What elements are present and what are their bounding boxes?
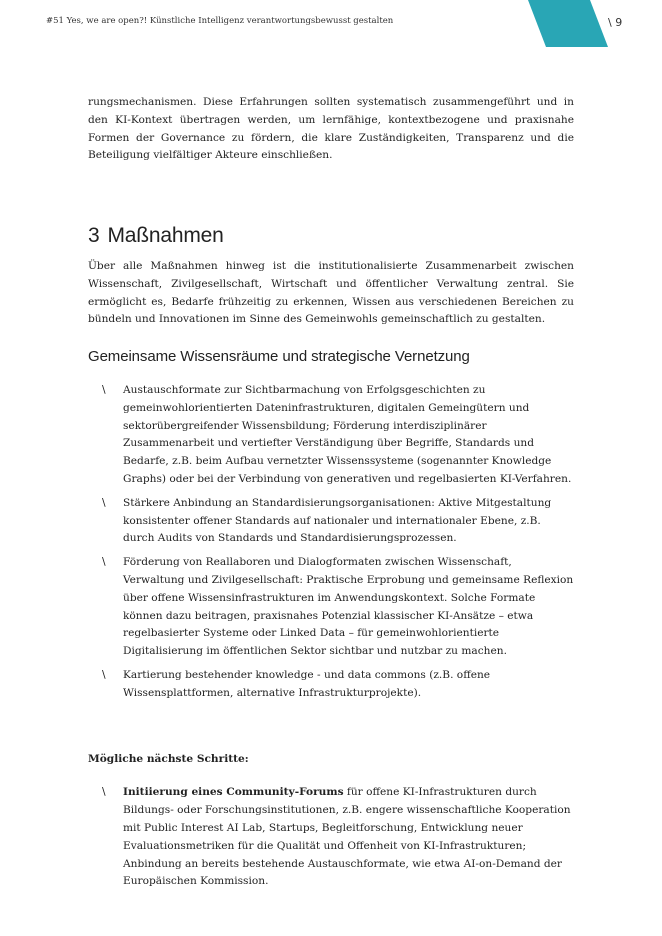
section-heading	[88, 224, 574, 248]
page-number: \ 9	[608, 16, 623, 29]
list-item-text: Kartierung bestehender knowledge - und data commons (z.B. offene Wissensplattformen, alternative Infrastrukturprojekte).	[123, 668, 491, 699]
next-step-bold-lead: Initiierung eines Community-Forums	[123, 786, 344, 799]
intro-paragraph: rungsmechanismen. Diese Erfahrungen sollten systematisch zusammengeführt und in den KI-Kontext übertragen werden, um lernfähige, kontextbezogene und praxisnahe Formen der Governance zu fördern, die klare Zuständigkeiten, Transparenz und die Beteiligung vielfältiger Akteure einschließen.	[88, 96, 574, 162]
list-item-text: Förderung von Reallaboren und Dialogformaten zwischen Wissenschaft, Verwaltung und Zivilgesellschaft: Praktische Erprobung und gemeinsame Reflexion über offene Wissensinfrastrukturen im Anwendungskontext. Solche Formate können dazu beitragen, praxisnahes Potenzial klassischer KI-Ansätze – etwa regelbasierter Systeme oder Linked Data – für gemeinwohlorientierte Digitalisierung im öffentlichen Sektor sichtbar und nutzbar zu machen.	[123, 556, 574, 658]
bullet-marker: \	[102, 383, 106, 396]
list-item	[88, 382, 574, 489]
section-lead-paragraph: Über alle Maßnahmen hinweg ist die institutionalisierte Zusammenarbeit zwischen Wissenschaft, Zivilgesellschaft, Wirtschaft und öffentlicher Verwaltung zentral. Sie ermöglicht es, Bedarfe frühzeitig zu erkennen, Wissen aus verschiedenen Bereichen zu bündeln und Innovationen im Sinne des Gemeinwohls gemeinschaftlich zu gestalten.	[88, 259, 574, 326]
list-item	[88, 495, 574, 548]
list-item-text: Austauschformate zur Sichtbarmachung von Erfolgsgeschichten zu gemeinwohlorientierten Dateninfrastrukturen, digitalen Gemeingütern und sektorübergreifender Wissensbildung; Förderung interdisziplinärer Zusammenarbeit und vertiefter Verständigung über Begriffe, Standards und Bedarfe, z.B. beim Aufbau vernetzter Wissenssysteme (sogenannter Knowledge Graphs) oder bei der Verbindung von generativen und regelbasierten KI-Verfahren.	[123, 383, 572, 485]
bullet-marker: \	[102, 668, 106, 681]
next-steps-label: Mögliche nächste Schritte:	[88, 752, 249, 765]
section-title: Maßnahmen	[107, 224, 224, 248]
page-body	[88, 94, 574, 897]
bullet-marker: \	[102, 496, 106, 509]
subsection-heading: Gemeinsame Wissensräume und strategische Vernetzung	[88, 348, 470, 366]
accent-shape-fill	[528, 0, 608, 47]
section-number: 3	[88, 224, 100, 248]
list-item	[88, 667, 574, 703]
next-step-rest: für offene KI-Infrastrukturen durch Bildungs- oder Forschungsinstitutionen, z.B. engere wissenschaftliche Kooperation mit Public Interest AI Lab, Startups, Begleitforschung, Entwicklung neuer Evaluationsmetriken für die Qualität und Offenheit von KI-Infrastrukturen; Anbindung an bereits bestehende Austauschformate, wie etwa AI-on-Demand der Europäischen Kommission.	[123, 786, 571, 888]
list-item-text: Stärkere Anbindung an Standardisierungsorganisationen: Aktive Mitgestaltung konsistenter offener Standards auf nationaler und internationaler Ebene, z.B. durch Audits von Standards und Standardisierungsprozessen.	[123, 496, 552, 545]
bullet-marker: \	[102, 786, 106, 799]
accent-shape	[528, 0, 608, 47]
list-item-text	[123, 784, 574, 891]
measures-list	[88, 382, 574, 703]
running-header: #51 Yes, we are open?! Künstliche Intelligenz verantwortungsbewusst gestalten	[46, 16, 394, 26]
list-item	[88, 554, 574, 661]
next-steps-list	[88, 784, 574, 891]
list-item	[88, 784, 574, 891]
bullet-marker: \	[102, 556, 106, 569]
